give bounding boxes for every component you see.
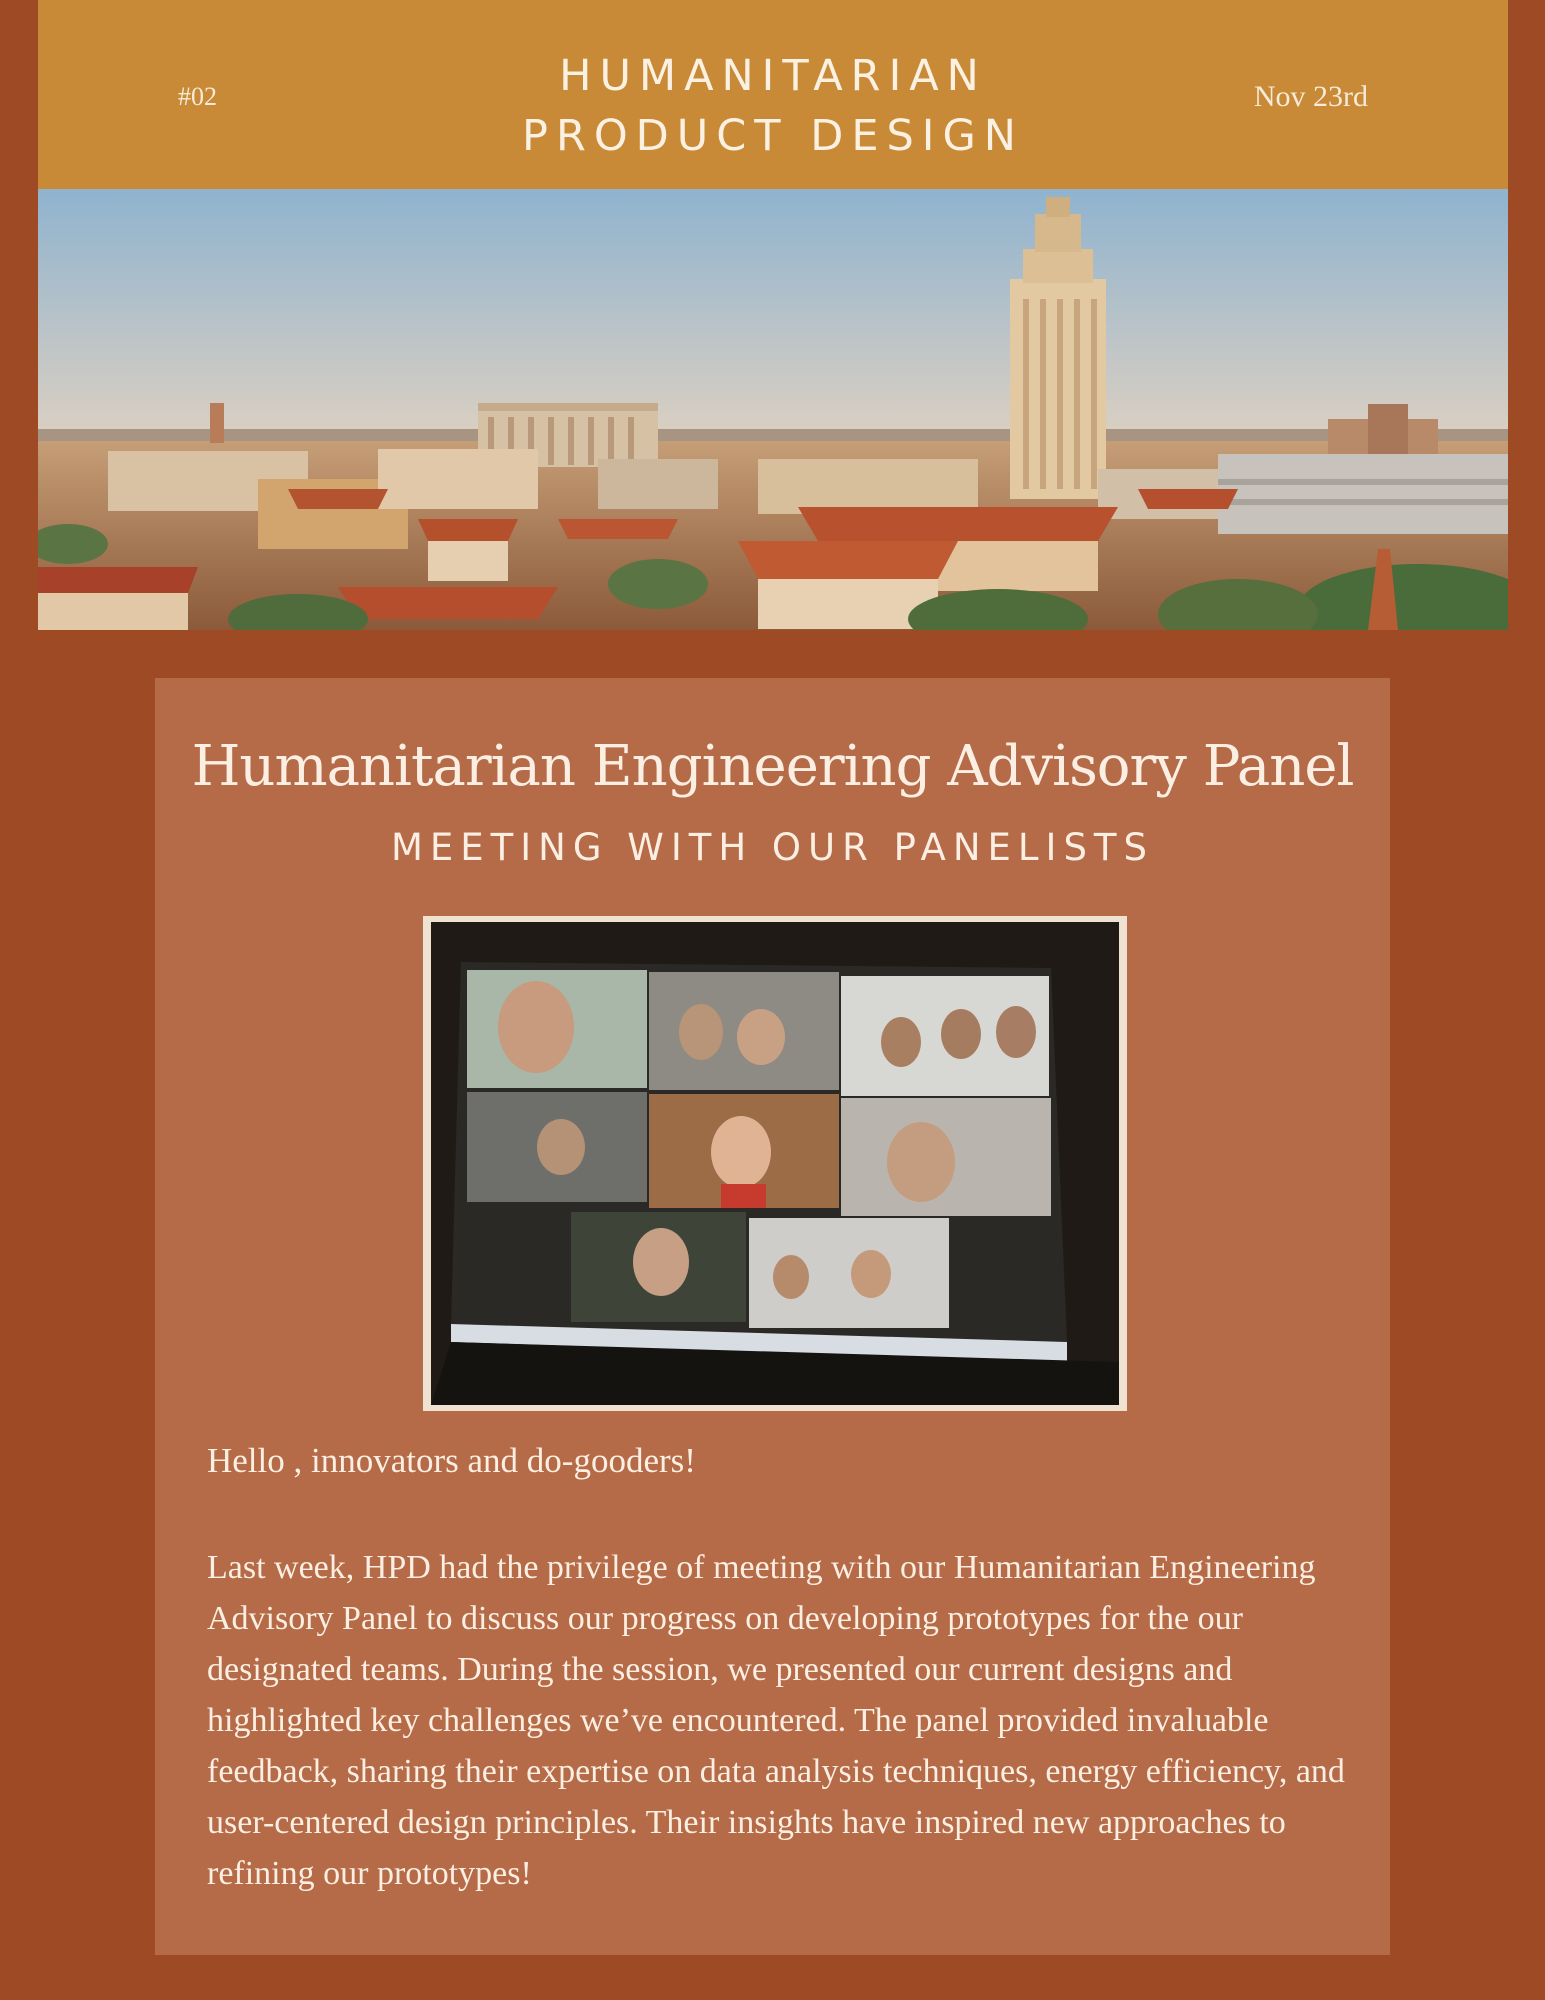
newsletter-header <box>38 0 1508 189</box>
video-call-photo-illustration <box>431 922 1119 1405</box>
campus-skyline-illustration <box>38 189 1508 630</box>
issue-number: #02 <box>178 82 217 111</box>
newsletter-title-line-1: HUMANITARIAN <box>559 51 987 101</box>
article-greeting: Hello , innovators and do-gooders! <box>207 1441 696 1480</box>
article-body: Last week, HPD had the privilege of meeting with our Humanitarian Engineering Advisory Panel to discuss our progress on developing prototypes for the our designated teams. During the session, we presented our current designs and highlighted key challenges we’ve encountered. The panel provided invaluable feedback, sharing their expertise on data analysis techniques, energy efficiency, and user-centered design principles. Their insights have inspired new approaches to refining our prototypes! <box>207 1549 1345 1892</box>
meeting-photo <box>423 916 1127 1411</box>
article-subtitle: MEETING WITH OUR PANELISTS <box>390 826 1155 869</box>
campus-banner-image <box>38 189 1508 630</box>
newsletter-title-line-2: PRODUCT DESIGN <box>522 111 1024 161</box>
article-title: Humanitarian Engineering Advisory Panel <box>191 734 1354 799</box>
article-card <box>155 678 1390 1955</box>
issue-date: Nov 23rd <box>1253 80 1368 113</box>
